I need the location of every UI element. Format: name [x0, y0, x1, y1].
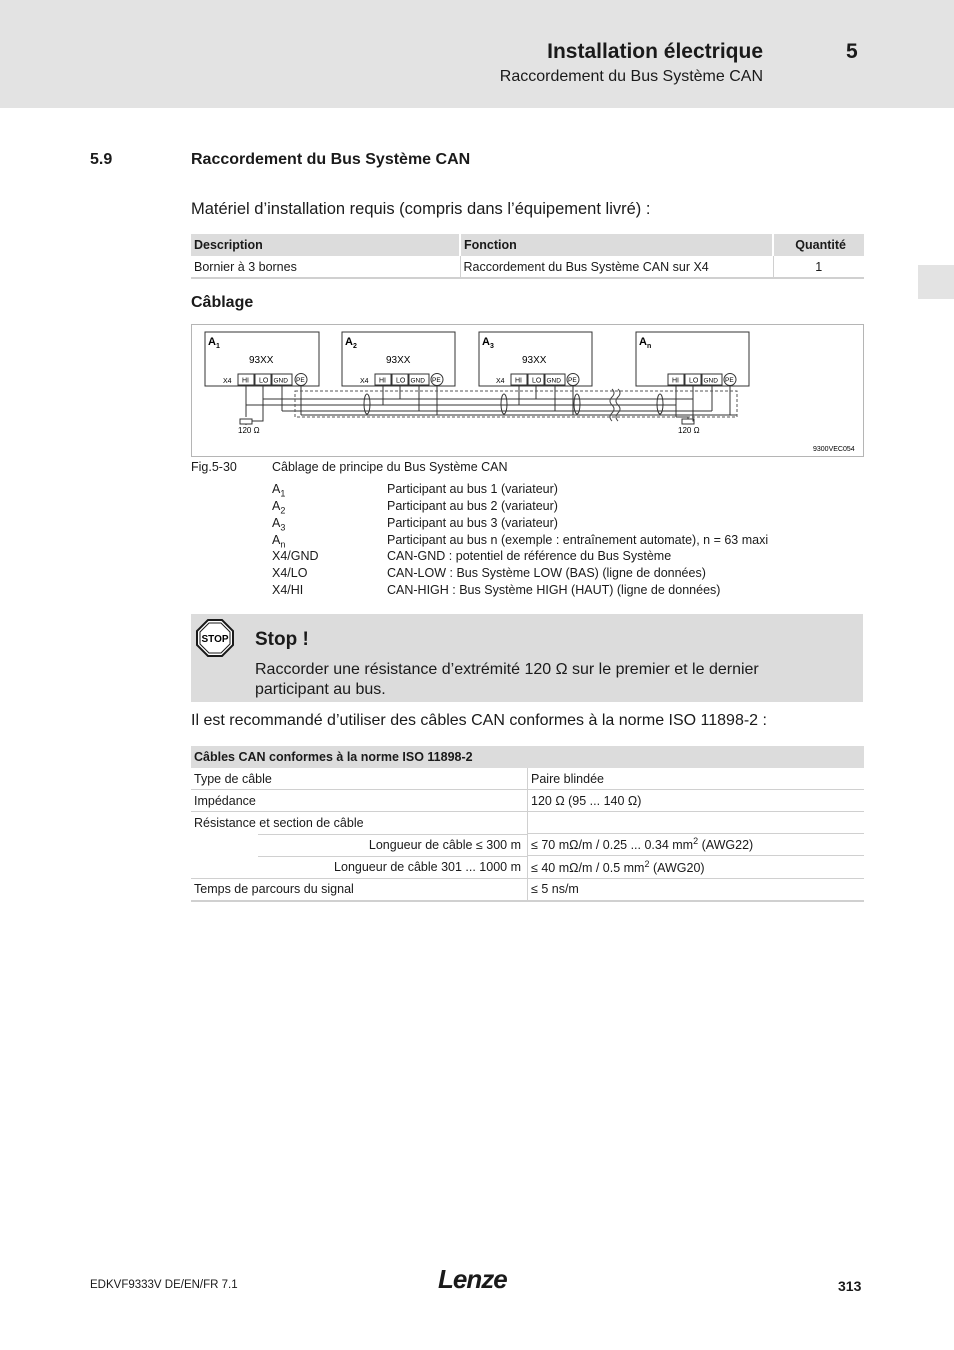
legend-key: X4/LO [272, 566, 308, 580]
legend-value: Participant au bus 2 (variateur) [387, 499, 558, 513]
table-cell: ≤ 5 ns/m [528, 878, 865, 901]
table-cell: Temps de parcours du signal [191, 878, 528, 901]
table-row [191, 812, 864, 834]
terminal-gnd: GND [273, 377, 288, 385]
device-a2 [342, 332, 455, 386]
terminal-lo: LO [259, 377, 269, 385]
device-a1 [205, 332, 319, 386]
resistor-label-first: 120 Ω [238, 426, 260, 435]
legend-key: $A_1$ [272, 482, 286, 499]
x4-label: X4 [223, 378, 232, 385]
terminal-gnd: GND [546, 377, 561, 385]
legend-key: X4/GND [272, 549, 319, 563]
legend-value: CAN-GND : potentiel de référence du Bus Système [387, 549, 672, 563]
table-cell: Bornier à 3 bornes [191, 256, 460, 278]
device-an [636, 332, 749, 386]
x4-label: X4 [496, 378, 505, 385]
table-row [191, 834, 864, 856]
legend-value: CAN-HIGH : Bus Système HIGH (HAUT) (ligne de données) [387, 583, 721, 597]
terminal-hi: HI [515, 377, 522, 385]
table-row [191, 856, 864, 879]
resistor-label-last: 120 Ω [678, 426, 700, 435]
table-row [191, 768, 864, 790]
table-cell: Résistance et section de câble [191, 812, 528, 834]
table-header-row [191, 746, 864, 768]
terminal-pe: PE [296, 377, 305, 384]
legend-key: X4/HI [272, 583, 304, 597]
svg-text:STOP: STOP [201, 634, 229, 645]
section-number: 5.9 [90, 151, 113, 168]
lenze-logo: Lenze [438, 1264, 507, 1294]
terminal-lo: LO [396, 377, 406, 385]
device-label: $A_2$ [345, 336, 357, 350]
device-model: 93XX [522, 355, 547, 366]
table-header: Câbles CAN conformes à la norme ISO 11898-2 [191, 746, 864, 768]
page-title: Installation électrique [547, 40, 763, 63]
page-number: 313 [838, 1278, 862, 1294]
can-cable-table [191, 746, 864, 902]
stop-text: Raccorder une résistance d’extrémité 120 Ω sur le premier et le dernier participant au bus. [255, 661, 759, 698]
diagram-code: 9300VEC054 [813, 446, 855, 453]
table-row [191, 878, 864, 901]
table-cell: 120 Ω (95 ... 140 Ω) [528, 790, 865, 812]
chapter-tab [918, 265, 954, 299]
terminal-hi: HI [242, 377, 249, 385]
terminal-pe: PE [568, 377, 577, 384]
wiring-diagram-svg [192, 325, 863, 456]
figure-title: Câblage de principe du Bus Système CAN [272, 460, 508, 474]
table-cell: ≤ 40 mΩ/m / 0.5 $mm^2$ (AWG20) [528, 856, 865, 879]
materials-table [191, 234, 864, 279]
legend-value: Participant au bus 1 (variateur) [387, 482, 558, 496]
device-model: 93XX [249, 355, 274, 366]
table-cell: Impédance [191, 790, 528, 812]
column-header: Description [191, 234, 460, 256]
table-cell: Raccordement du Bus Système CAN sur X4 [460, 256, 773, 278]
stop-warning [191, 614, 863, 702]
page-subtitle: Raccordement du Bus Système CAN [499, 68, 763, 85]
table-cell: Paire blindée [528, 768, 865, 790]
table-row [191, 256, 864, 278]
legend-value: CAN-LOW : Bus Système LOW (BAS) (ligne de données) [387, 566, 706, 580]
device-label: $A_3$ [482, 336, 494, 350]
legend-value: Participant au bus n (exemple : entraînement automate), n = 63 maxi [387, 533, 769, 547]
device-label: $A_1$ [208, 336, 220, 350]
column-header: Fonction [460, 234, 773, 256]
table-cell: ≤ 70 mΩ/m / 0.25 ... 0.34 $mm^2$ (AWG22) [528, 834, 865, 856]
terminal-pe: PE [725, 377, 734, 384]
legend-key: $A_2$ [272, 499, 286, 516]
document-id: EDKVF9333V DE/EN/FR 7.1 [90, 1279, 238, 1291]
table-cell [191, 834, 528, 856]
table-cell: Type de câble [191, 768, 528, 790]
stop-title: Stop ! [255, 629, 309, 650]
device-a3 [479, 332, 592, 386]
terminal-gnd: GND [410, 377, 425, 385]
legend-value: Participant au bus 3 (variateur) [387, 516, 558, 530]
section-title: Raccordement du Bus Système CAN [191, 151, 471, 168]
legend-key: $A_n$ [272, 533, 286, 550]
terminal-gnd: GND [703, 377, 718, 385]
stop-sign-icon [196, 619, 234, 657]
table-header-row [191, 234, 864, 256]
table-cell [191, 856, 528, 879]
figure-number: Fig.5-30 [191, 460, 237, 474]
intro-text: Matériel d’installation requis (compris dans l’équipement livré) : [191, 200, 651, 218]
sub-row-label: Longueur de câble ≤ 300 m [258, 834, 527, 856]
device-label: $A_n$ [639, 336, 652, 350]
wiring-diagram [191, 324, 864, 457]
column-header: Quantité [773, 234, 864, 256]
cabling-heading: Câblage [191, 294, 254, 311]
legend-key: $A_3$ [272, 516, 286, 533]
recommendation-text: Il est recommandé d’utiliser des câbles CAN conformes à la norme ISO 11898-2 : [191, 712, 767, 729]
table-cell: 1 [773, 256, 864, 278]
sub-row-label: Longueur de câble 301 ... 1000 m [258, 856, 527, 878]
terminal-pe: PE [432, 377, 441, 384]
terminal-lo: LO [532, 377, 542, 385]
terminal-hi: HI [379, 377, 386, 385]
device-model: 93XX [386, 355, 411, 366]
bus-wiring [240, 385, 737, 425]
chapter-number: 5 [846, 40, 858, 63]
terminal-lo: LO [689, 377, 699, 385]
x4-label: X4 [360, 378, 369, 385]
table-row [191, 790, 864, 812]
terminal-hi: HI [672, 377, 679, 385]
table-cell [528, 812, 865, 834]
